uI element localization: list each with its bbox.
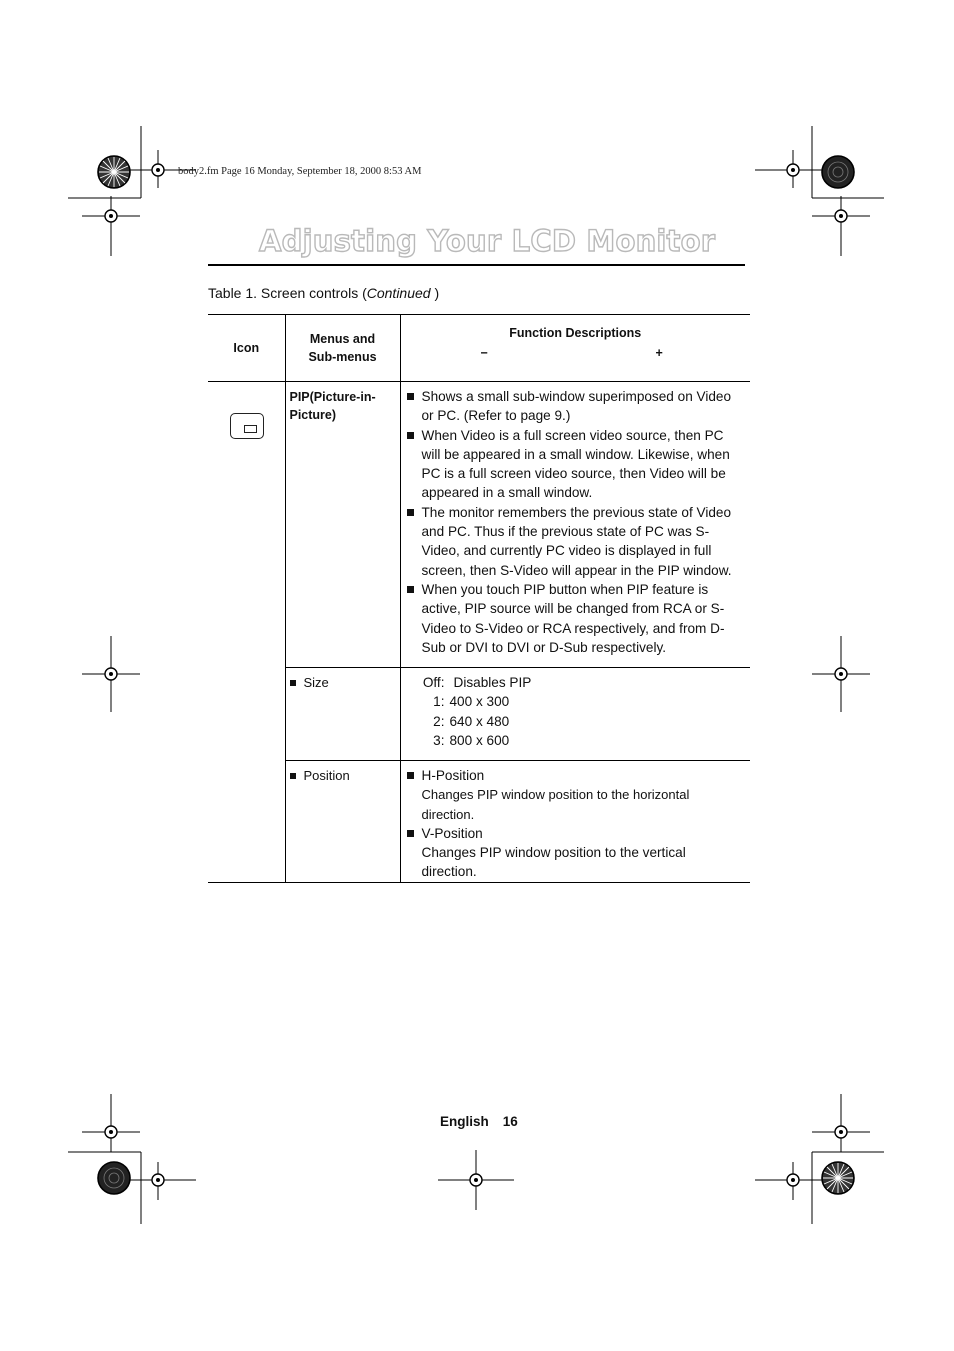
menu-size-label: Size [303,675,329,690]
size-option: 2: 640 x 480 [433,713,510,729]
desc-size [400,668,750,761]
list-item: Shows a small sub-window superimposed on Video or PC. (Refer to page 9.) [407,387,743,426]
square-bullet-icon [290,680,296,686]
square-bullet-icon [407,432,414,439]
table-row-pip [208,382,750,668]
pip-subwindow-icon [244,425,257,433]
header-icon: Icon [208,315,285,382]
header-function-title: Function Descriptions [509,326,642,340]
file-info: body2.fm Page 16 Monday, September 18, 2000 8:53 AM [178,166,422,177]
list-item: When you touch PIP button when PIP feature is active, PIP source will be changed from RCA or S-Video to S-Video or RCA respectively, and from D-Sub or DVI to DVI or D-Sub respectively. [407,580,743,657]
table-caption [208,285,439,301]
menu-pip-line2: Picture) [289,408,337,422]
header-sign-row [401,343,751,361]
list-item: H-Position [407,766,743,785]
square-bullet-icon [290,773,296,779]
title-rule [208,264,745,266]
size-option: 1: 400 x 300 [433,694,510,710]
size-option: 3: 800 x 600 [433,732,510,748]
page-title: Adjusting Your LCD Monitor [259,224,716,258]
header-function [400,315,750,382]
caption-continued: Continued [366,285,431,301]
header-minus: − [480,346,488,360]
size-option: Off: Disables PIP [422,675,532,690]
table-row-position [208,761,750,883]
screen-controls-table [208,314,750,883]
table-row-size [208,668,750,761]
menu-pip-line1: PIP(Picture-in- [289,390,376,404]
page-number: 16 [502,1114,518,1129]
header-plus: + [655,346,663,360]
pip-window-icon [230,413,264,439]
list-item: When Video is a full screen video source, then PC will be appeared in a small window. Likewise, when PC is a full screen video source, then Video will be appeared in a small window. [407,426,743,503]
square-bullet-icon [407,393,414,400]
list-item: The monitor remembers the previous state of Video and PC. Thus if the previous state of PC was S-Video, and currently PC video is displayed in full screen, then S-Video will appear in the PIP window. [407,503,743,580]
menu-size [285,668,400,761]
header-menus [285,315,400,382]
square-bullet-icon [407,830,414,837]
page-footer [440,1114,518,1129]
square-bullet-icon [407,772,414,779]
pip-icon-cell [208,382,285,883]
menu-pip [285,382,400,668]
list-item: V-Position [407,824,743,843]
header-menus-line2: Sub-menus [308,350,377,364]
menu-position-label: Position [303,768,350,783]
v-position-desc: Changes PIP window position to the vertical direction. [421,845,686,880]
footer-language: English [440,1114,489,1129]
desc-pip [400,382,750,668]
menu-position [285,761,400,883]
square-bullet-icon [407,586,414,593]
h-position-desc: Changes PIP window position to the horizontal direction. [421,787,690,822]
caption-suffix: ) [430,285,440,301]
square-bullet-icon [407,509,414,516]
caption-prefix: Table 1. Screen controls ( [208,285,367,301]
table-header-row [208,315,750,382]
desc-position [400,761,750,883]
header-menus-line1: Menus and [309,332,376,346]
